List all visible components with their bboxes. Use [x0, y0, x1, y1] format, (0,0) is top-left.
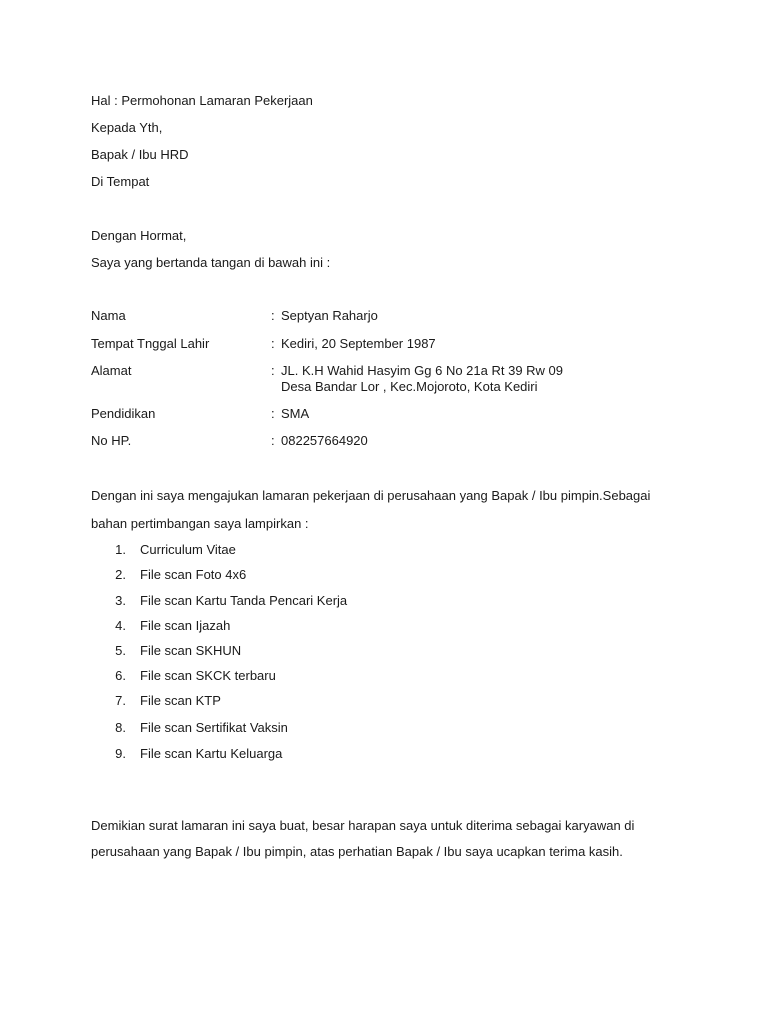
- field-separator: :: [271, 308, 275, 323]
- subject-line: Hal : Permohonan Lamaran Pekerjaan: [91, 93, 313, 108]
- place-line: Di Tempat: [91, 174, 150, 189]
- list-number: 9.: [115, 746, 126, 761]
- list-text: File scan SKCK terbaru: [140, 668, 276, 683]
- field-label: Nama: [91, 308, 126, 323]
- field-value: Kediri, 20 September 1987: [281, 336, 436, 351]
- list-number: 7.: [115, 693, 126, 708]
- field-separator: :: [271, 433, 275, 448]
- field-label: No HP.: [91, 433, 132, 448]
- field-label: Tempat Tnggal Lahir: [91, 336, 210, 351]
- addressee-line: Kepada Yth,: [91, 120, 163, 135]
- field-label: Alamat: [91, 363, 132, 378]
- list-text: Curriculum Vitae: [140, 542, 236, 557]
- body-line-1: Dengan ini saya mengajukan lamaran pekerjaan di perusahaan yang Bapak / Ibu pimpin.Sebagai: [91, 488, 651, 503]
- list-text: File scan KTP: [140, 693, 221, 708]
- list-text: File scan SKHUN: [140, 643, 242, 658]
- list-number: 2.: [115, 567, 126, 582]
- list-number: 8.: [115, 720, 126, 735]
- list-number: 6.: [115, 668, 126, 683]
- list-text: File scan Sertifikat Vaksin: [140, 720, 288, 735]
- field-value: SMA: [281, 406, 310, 421]
- list-number: 1.: [115, 542, 126, 557]
- closing-line-2: perusahaan yang Bapak / Ibu pimpin, atas perhatian Bapak / Ibu saya ucapkan terima kasih.: [91, 844, 623, 859]
- closing-line-1: Demikian surat lamaran ini saya buat, besar harapan saya untuk diterima sebagai karyawan di: [91, 818, 635, 833]
- field-value-line2: Desa Bandar Lor , Kec.Mojoroto, Kota Kediri: [281, 379, 538, 394]
- field-value: Septyan Raharjo: [281, 308, 378, 323]
- list-number: 3.: [115, 593, 126, 608]
- list-number: 4.: [115, 618, 126, 633]
- salutation: Dengan Hormat,: [91, 228, 187, 243]
- list-text: File scan Kartu Keluarga: [140, 746, 283, 761]
- list-text: File scan Ijazah: [140, 618, 231, 633]
- list-text: File scan Kartu Tanda Pencari Kerja: [140, 593, 348, 608]
- intro-line: Saya yang bertanda tangan di bawah ini :: [91, 255, 331, 270]
- recipient-line: Bapak / Ibu HRD: [91, 147, 189, 162]
- field-separator: :: [271, 336, 275, 351]
- field-separator: :: [271, 406, 275, 421]
- list-text: File scan Foto 4x6: [140, 567, 247, 582]
- field-label: Pendidikan: [91, 406, 156, 421]
- list-number: 5.: [115, 643, 126, 658]
- field-value: 082257664920: [281, 433, 368, 448]
- field-separator: :: [271, 363, 275, 378]
- field-value-line1: JL. K.H Wahid Hasyim Gg 6 No 21a Rt 39 Rw 09: [281, 363, 564, 378]
- body-line-2: bahan pertimbangan saya lampirkan :: [91, 516, 309, 531]
